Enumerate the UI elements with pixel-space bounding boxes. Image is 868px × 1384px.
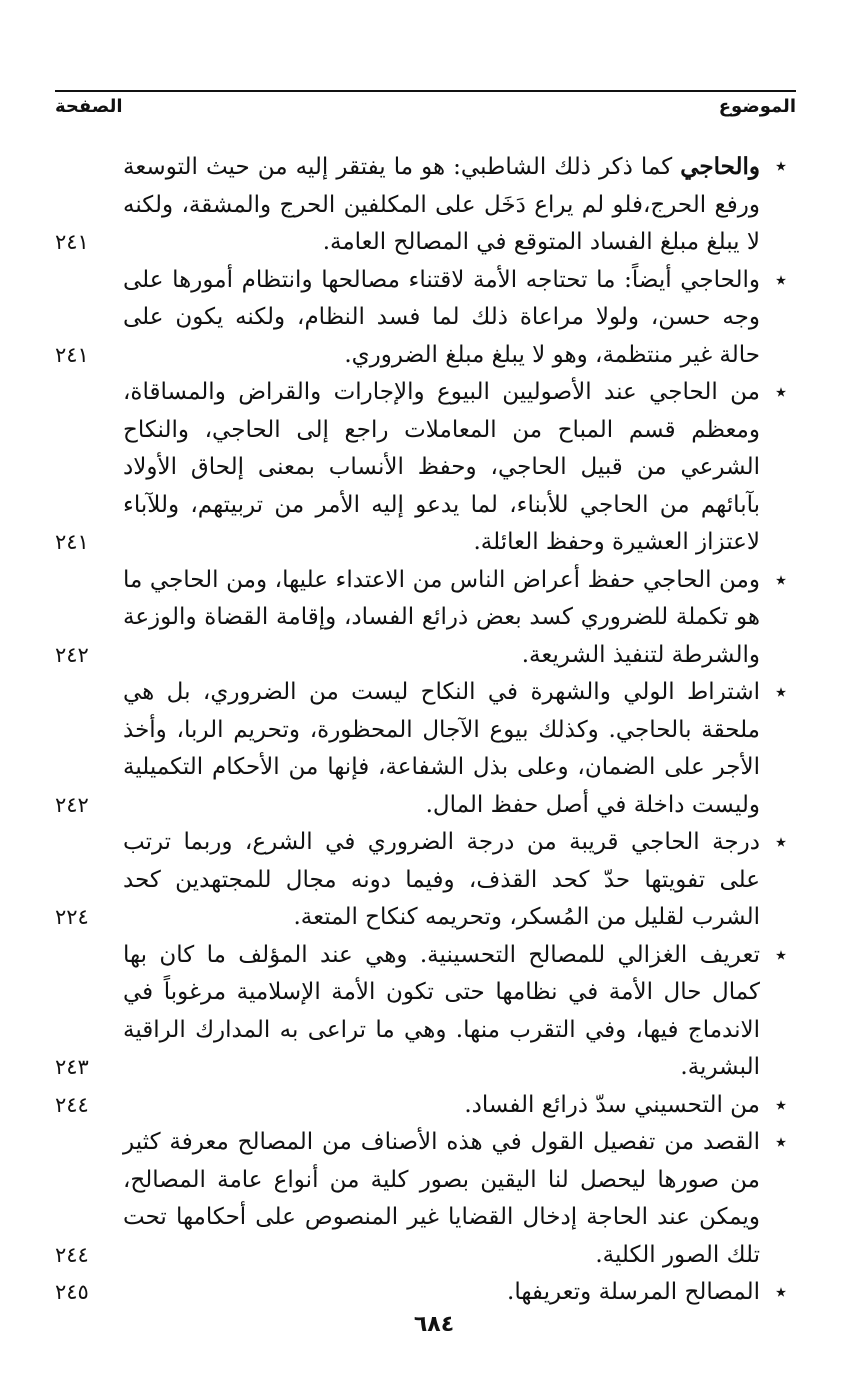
page-number-footer: ٦٨٤ — [413, 1312, 455, 1337]
entry-page-number: ٢٤١ — [55, 230, 89, 254]
entry-page-number: ٢٤١ — [55, 530, 89, 554]
entry-text: والحاجي كما ذكر ذلك الشاطبي: هو ما يفتقر إليه من حيث التوسعة ورفع الحرج،فلو لم يراع دَخَل على المكلفين الحرج والمشقة، ولكنه لا يبلغ مبلغ الفساد المتوقع في المصالح العامة. — [123, 153, 760, 255]
entry-text: المصالح المرسلة وتعريفها. — [507, 1279, 760, 1305]
index-entry — [55, 562, 796, 675]
entry-page-number: ٢٤٤ — [55, 1092, 89, 1117]
bullet-icon: ٭ — [775, 1092, 787, 1118]
entry-text: من التحسيني سدّ ذرائع الفساد. — [464, 1091, 760, 1118]
bullet-icon: ٭ — [775, 1280, 787, 1305]
entry-text: والحاجي أيضاً: ما تحتاجه الأمة لاقتناء مصالحها وانتظام أمورها على وجه حسن، ولولا مراعاة ذلك لما فسد النظام، ولكنه يكون على حالة غير منتظمة، وهو لا يبلغ مبلغ الضروري. — [123, 266, 760, 368]
entry-lead: والحاجي — [680, 153, 760, 180]
bullet-icon: ٭ — [775, 830, 787, 855]
bullet-icon: ٭ — [775, 680, 787, 705]
index-entries — [55, 148, 796, 1312]
entry-text: تعريف الغزالي للمصالح التحسينية. وهي عند المؤلف ما كان بها كمال حال الأمة في نظامها حتى تكون الأمة الإسلامية مرغوباً في الاندماج فيها، وفي التقرب منها. وهي ما تراعى به المدارك الراقية البشرية. — [123, 941, 760, 1080]
entry-page-number: ٢٤١ — [55, 342, 89, 367]
header-rule — [55, 90, 796, 92]
bullet-icon: ٭ — [775, 942, 787, 968]
index-entry — [55, 674, 796, 824]
index-entry — [55, 1087, 796, 1125]
entry-page-number: ٢٤٢ — [55, 792, 89, 817]
bullet-icon: ٭ — [775, 154, 787, 179]
entry-page-number: ٢٤٢ — [55, 642, 89, 667]
entry-page-number: ٢٤٣ — [55, 1055, 89, 1079]
bullet-icon: ٭ — [775, 1130, 787, 1155]
index-entry — [55, 374, 796, 562]
index-entry — [55, 1124, 796, 1274]
entry-page-number: ٢٤٤ — [55, 1242, 89, 1267]
index-entry — [55, 937, 796, 1087]
entry-text: درجة الحاجي قريبة من درجة الضروري في الشرع، وربما ترتب على تفويتها حدّ كحد القذف، وفيما دونه مجال للمجتهدين كحد الشرب لقليل من المُسكر، وتحريمه كنكاح المتعة. — [123, 829, 760, 930]
index-entry — [55, 824, 796, 937]
page-column-header: الصفحة — [55, 96, 123, 117]
bullet-icon: ٭ — [775, 380, 787, 405]
index-entry — [55, 1274, 796, 1312]
index-entry — [55, 148, 796, 262]
bullet-icon: ٭ — [775, 267, 787, 293]
entry-page-number: ٢٤٥ — [55, 1280, 89, 1304]
index-entry — [55, 262, 796, 375]
entry-text: ومن الحاجي حفظ أعراض الناس من الاعتداء عليها، ومن الحاجي ما هو تكملة للضروري كسد بعض ذرائع الفساد، وإقامة القضاة والوزعة والشرطة لتنفيذ الشريعة. — [123, 566, 760, 668]
entry-text: القصد من تفصيل القول في هذه الأصناف من المصالح معرفة كثير من صورها ليحصل لنا اليقين بصور كلية من أنواع عامة المصالح، ويمكن عند الحاجة إدخال القضايا غير المنصوص على أحكامها تحت تلك الصور الكلية. — [123, 1129, 760, 1268]
entry-text: اشتراط الولي والشهرة في النكاح ليست من الضروري، بل هي ملحقة بالحاجي. وكذلك بيوع الآجال المحظورة، وتحريم الربا، وأخذ الأجر على الضمان، وعلى بذل الشفاعة، فإنها من الأحكام التكميلية وليست داخلة في أصل حفظ المال. — [123, 679, 760, 818]
bullet-icon: ٭ — [775, 567, 787, 593]
entry-text: من الحاجي عند الأصوليين البيوع والإجارات والقراض والمساقاة، ومعظم قسم المباح من المعاملات راجع إلى الحاجي، والنكاح الشرعي من قبيل الحاجي، وحفظ الأنساب بمعنى إلحاق الأولاد بآبائهم من الحاجي للأبناء، لما يدعو إليه الأمر من تربيتهم، وللآباء لاعتزاز العشيرة وحفظ العائلة. — [123, 379, 760, 555]
topic-column-header: الموضوع — [718, 96, 796, 117]
entry-page-number: ٢٢٤ — [55, 905, 89, 929]
